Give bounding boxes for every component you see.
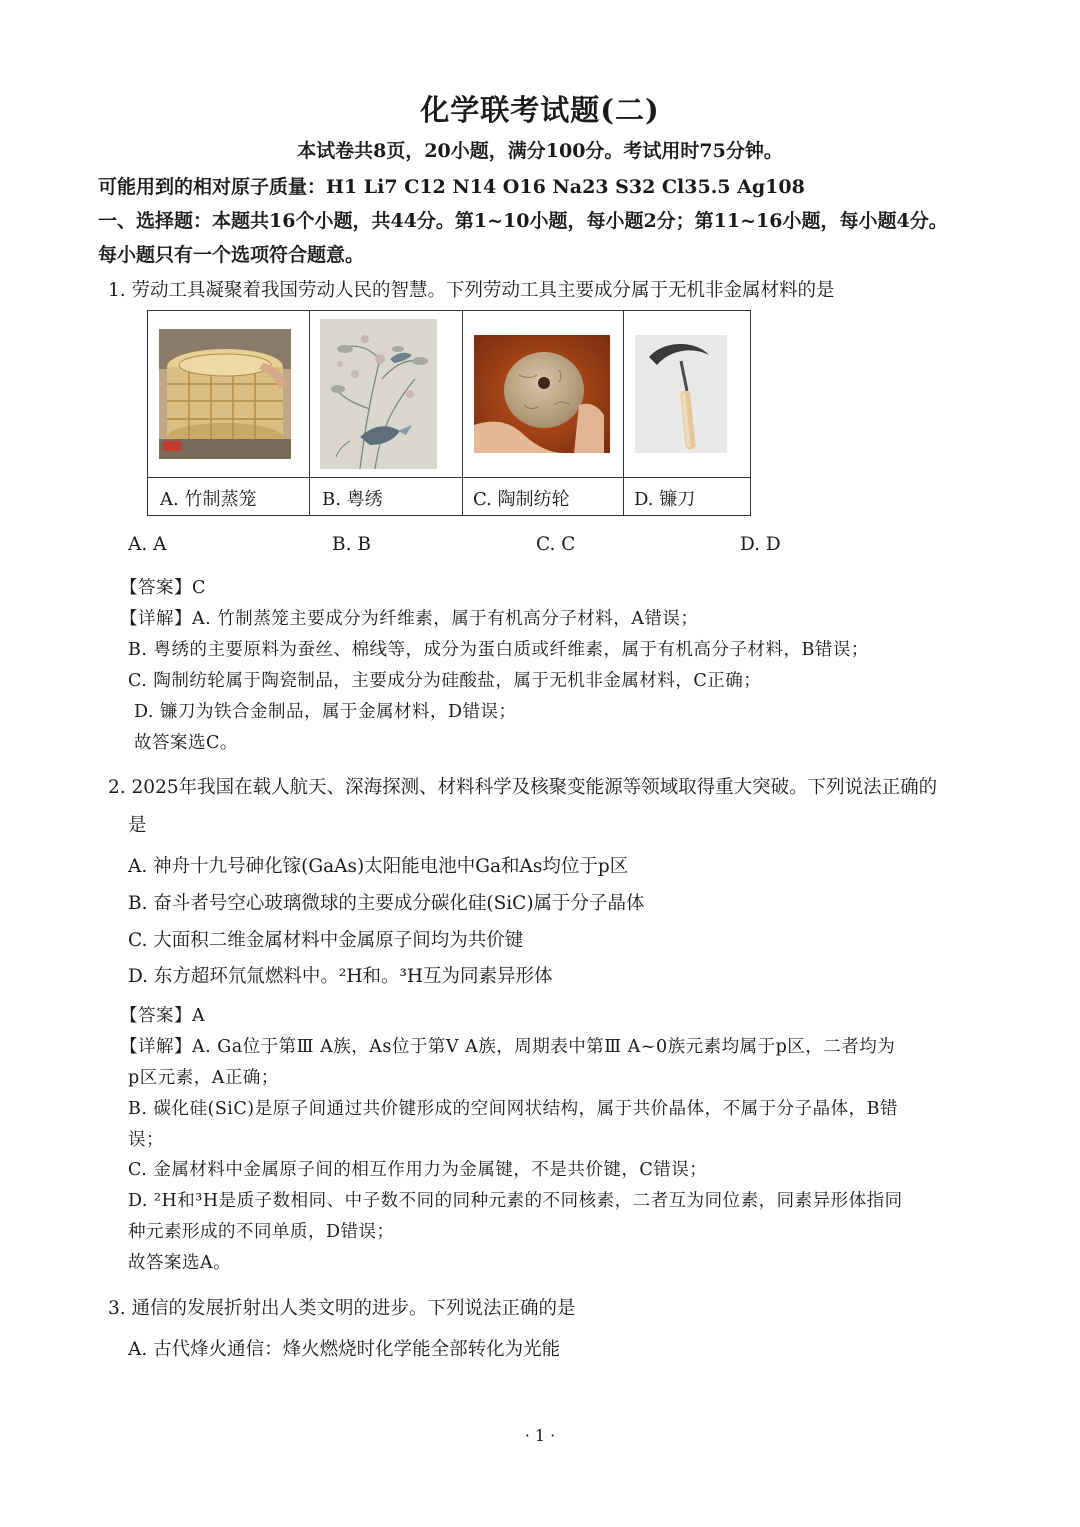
- q1-stem: 1. 劳动工具凝聚着我国劳动人民的智慧。下列劳动工具主要成分属于无机非金属材料的是: [108, 280, 835, 301]
- q1-explanation-line: D. 镰刀为铁合金制品，属于金属材料，D错误；: [134, 702, 517, 722]
- table-cell-c: [463, 311, 624, 515]
- q1-option-b: B. B: [332, 534, 371, 555]
- page-number: · 1 ·: [524, 1426, 556, 1445]
- q3-option-a: A. 古代烽火通信：烽火燃烧时化学能全部转化为光能: [128, 1339, 561, 1360]
- q1-option-a: A. A: [128, 534, 167, 555]
- q2-stem-line1: 2. 2025年我国在载人航天、深海探测、材料科学及核聚变能源等领域取得重大突破。下列说法正确的: [108, 777, 938, 798]
- q2-explanation-line: B. 碳化硅(SiC)是原子间通过共价键形成的空间网状结构，属于共价晶体，不属于分子晶体，B错: [128, 1099, 898, 1119]
- q2-explanation-line: 【详解】A. Ga位于第Ⅲ A族，As位于第Ⅴ A族，周期表中第Ⅲ A~0族元素均属于p区，二者均为: [120, 1037, 896, 1057]
- q2-explanation-line: 种元素形成的不同单质，D错误；: [128, 1222, 395, 1242]
- caption-a: A. 竹制蒸笼: [160, 489, 257, 510]
- q1-explanation-line: 【详解】A. 竹制蒸笼主要成分为纤维素，属于有机高分子材料，A错误；: [120, 609, 699, 629]
- q1-explanation-line: B. 粤绣的主要原料为蚕丝、棉线等，成分为蛋白质或纤维素，属于有机高分子材料，B错误；: [128, 640, 869, 660]
- q2-explanation-line: C. 金属材料中金属原子间的相互作用力为金属键，不是共价键，C错误；: [128, 1160, 708, 1180]
- q1-image-table: [147, 310, 751, 516]
- spindle-whorl-image: [474, 335, 610, 453]
- q1-explanation-line: C. 陶制纺轮属于陶瓷制品，主要成分为硅酸盐，属于无机非金属材料，C正确；: [128, 671, 762, 691]
- embroidery-image: [320, 319, 437, 469]
- table-cell-b: [310, 311, 463, 515]
- q1-option-c: C. C: [536, 534, 576, 555]
- caption-d: D. 镰刀: [634, 489, 696, 510]
- q2-explanation-line: 故答案选A。: [128, 1253, 232, 1273]
- q2-explanation-line: 误；: [128, 1130, 164, 1150]
- q1-option-d: D. D: [740, 534, 781, 555]
- atomic-masses: 可能用到的相对原子质量：H1 Li7 C12 N14 O16 Na23 S32 Cl35.5 Ag108: [98, 176, 805, 198]
- table-cell-a: [148, 311, 310, 515]
- bamboo-steamer-image: [159, 329, 291, 459]
- q3-stem: 3. 通信的发展折射出人类文明的进步。下列说法正确的是: [108, 1298, 576, 1319]
- caption-c: C. 陶制纺轮: [473, 489, 570, 510]
- q2-option-a: A. 神舟十九号砷化镓(GaAs)太阳能电池中Ga和As均位于p区: [128, 856, 629, 877]
- q1-answer: 【答案】C: [120, 578, 206, 598]
- table-cell-d: [624, 311, 752, 515]
- q2-stem-line2: 是: [128, 815, 147, 836]
- sickle-image: [635, 335, 727, 453]
- q2-explanation-line: p区元素，A正确；: [128, 1068, 279, 1088]
- caption-b: B. 粤绣: [322, 489, 383, 510]
- q2-option-c: C. 大面积二维金属材料中金属原子间均为共价键: [128, 930, 524, 951]
- q2-option-d: D. 东方超环氘氚燃料中。²H和。³H互为同素异形体: [128, 966, 553, 987]
- q2-answer: 【答案】A: [120, 1006, 206, 1026]
- section-heading-line2: 每小题只有一个选项符合题意。: [98, 244, 365, 266]
- q2-explanation-line: D. ²H和³H是质子数相同、中子数不同的同种元素的不同核素，二者互为同位素，同素异形体指同: [128, 1191, 903, 1211]
- page-title: 化学联考试题(二): [420, 93, 660, 127]
- q1-explanation-line: 故答案选C。: [134, 733, 238, 753]
- q2-option-b: B. 奋斗者号空心玻璃微球的主要成分碳化硅(SiC)属于分子晶体: [128, 893, 645, 914]
- exam-info: 本试卷共8页，20小题，满分100分。考试用时75分钟。: [297, 140, 783, 162]
- section-heading-line1: 一、选择题：本题共16个小题，共44分。第1~10小题，每小题2分；第11~16小题，每小题4分。: [98, 210, 948, 232]
